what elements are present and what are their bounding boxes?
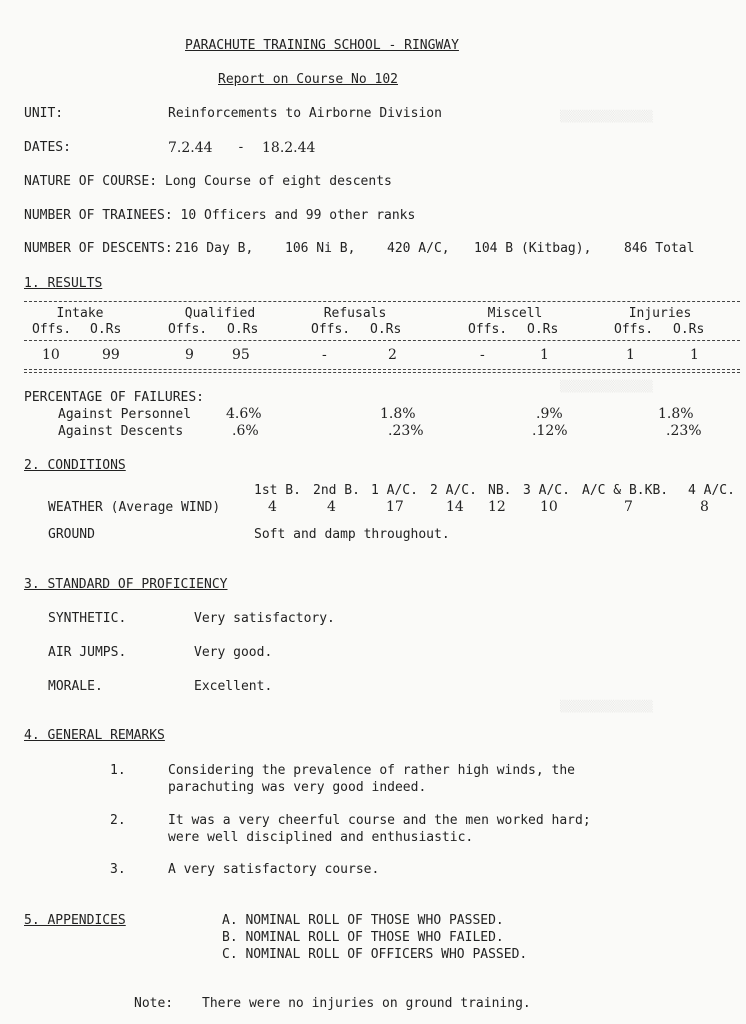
dates-end: 18.2.44 — [262, 140, 316, 156]
results-group-header: Refusals — [323, 306, 387, 321]
appendix-item: A. NOMINAL ROLL OF THOSE WHO PASSED. — [222, 913, 504, 928]
unit-value: Reinforcements to Airborne Division — [168, 106, 442, 121]
failures-personnel-label: Against Personnel — [58, 407, 192, 422]
conditions-heading: 2. CONDITIONS — [24, 458, 126, 473]
report-title: Report on Course No 102 — [218, 72, 399, 87]
remark-number: 2. — [110, 813, 126, 828]
wind-value: 14 — [446, 499, 464, 515]
results-value: 9 — [185, 347, 194, 363]
failure-descents-value: .12% — [532, 423, 568, 439]
descents-ac: 420 A/C, — [387, 241, 450, 256]
results-value: - — [322, 347, 327, 363]
remark-line: It was a very cheerful course and the men worked hard; — [168, 813, 591, 828]
number-of-trainees: NUMBER OF TRAINEES: 10 Officers and 99 other ranks — [24, 208, 416, 223]
failure-personnel-value: 4.6% — [226, 406, 262, 422]
results-group-header: Qualified — [184, 306, 256, 321]
dates-start: 7.2.44 — [168, 140, 213, 156]
note-label: Note: — [134, 996, 174, 1011]
conditions-column: 2nd B. — [313, 483, 360, 498]
results-subheader: Offs. — [168, 322, 208, 337]
remark-line: Considering the prevalence of rather high winds, the — [168, 763, 575, 778]
results-value: 1 — [540, 347, 549, 363]
ground-value: Soft and damp throughout. — [254, 527, 450, 542]
results-value: 95 — [232, 347, 250, 363]
failure-descents-value: .6% — [232, 423, 259, 439]
conditions-column: 4 A/C. — [688, 483, 735, 498]
results-subheader: O.Rs — [370, 322, 402, 337]
proficiency-label: SYNTHETIC. — [48, 611, 127, 626]
bleed-through: ▒▒▒▒▒▒▒▒▒▒▒▒▒▒ — [560, 700, 653, 713]
results-value: 99 — [102, 347, 120, 363]
results-subheader: O.Rs — [673, 322, 705, 337]
failures-descents-label: Against Descents — [58, 424, 184, 439]
descents-kitbag: 104 B (Kitbag), — [474, 241, 592, 256]
results-value: 1 — [690, 347, 699, 363]
bleed-through: ▒▒▒▒▒▒▒▒▒▒▒▒▒▒ — [560, 110, 653, 123]
results-subheader: Offs. — [32, 322, 72, 337]
nature-of-course: NATURE OF COURSE: Long Course of eight descents — [24, 174, 392, 189]
results-subheader: O.Rs — [527, 322, 559, 337]
wind-value: 8 — [700, 499, 709, 515]
unit-label: UNIT: — [24, 106, 64, 121]
failures-heading: PERCENTAGE OF FAILURES: — [24, 390, 205, 405]
descents-label: NUMBER OF DESCENTS: — [24, 241, 173, 256]
conditions-column: 1st B. — [254, 483, 301, 498]
dates-label: DATES: — [24, 140, 71, 155]
remark-line: A very satisfactory course. — [168, 862, 380, 877]
dates-separator: - — [237, 140, 245, 155]
descents-total: 846 Total — [624, 241, 695, 256]
results-subheader: Offs. — [311, 322, 351, 337]
remark-line: parachuting was very good indeed. — [168, 780, 427, 795]
remark-line: were well disciplined and enthusiastic. — [168, 830, 474, 845]
bleed-through: ▒▒▒▒▒▒▒▒▒▒▒▒▒▒ — [560, 380, 653, 393]
results-subheader: Offs. — [468, 322, 508, 337]
proficiency-value: Very satisfactory. — [194, 611, 335, 626]
wind-value: 10 — [540, 499, 558, 515]
proficiency-label: AIR JUMPS. — [48, 645, 127, 660]
results-bottom-rule — [24, 372, 740, 373]
results-mid-rule — [24, 340, 740, 341]
wind-value: 7 — [624, 499, 633, 515]
proficiency-value: Very good. — [194, 645, 273, 660]
ground-label: GROUND — [48, 527, 95, 542]
wind-value: 17 — [386, 499, 404, 515]
results-subheader: Offs. — [614, 322, 654, 337]
results-top-rule — [24, 301, 740, 302]
results-value: 2 — [388, 347, 397, 363]
results-group-header: Intake — [56, 306, 104, 321]
appendix-item: C. NOMINAL ROLL OF OFFICERS WHO PASSED. — [222, 947, 528, 962]
results-value: 10 — [42, 347, 60, 363]
proficiency-value: Excellent. — [194, 679, 273, 694]
descents-night: 106 Ni B, — [285, 241, 356, 256]
remark-number: 3. — [110, 862, 126, 877]
results-value: - — [480, 347, 485, 363]
results-heading: 1. RESULTS — [24, 276, 103, 291]
appendix-item: B. NOMINAL ROLL OF THOSE WHO FAILED. — [222, 930, 504, 945]
failure-personnel-value: 1.8% — [658, 406, 694, 422]
results-bottom-rule — [24, 369, 740, 370]
conditions-column: NB. — [488, 483, 512, 498]
note-text: There were no injuries on ground training. — [202, 996, 531, 1011]
remark-number: 1. — [110, 763, 126, 778]
school-title: PARACHUTE TRAINING SCHOOL - RINGWAY — [185, 38, 459, 53]
conditions-column: A/C & B.KB. — [582, 483, 669, 498]
results-group-header: Injuries — [628, 306, 692, 321]
proficiency-label: MORALE. — [48, 679, 103, 694]
results-group-header: Miscell — [487, 306, 543, 321]
results-subheader: O.Rs — [90, 322, 122, 337]
results-value: 1 — [626, 347, 635, 363]
failure-personnel-value: 1.8% — [380, 406, 416, 422]
wind-value: 4 — [268, 499, 277, 515]
conditions-column: 2 A/C. — [430, 483, 477, 498]
proficiency-heading: 3. STANDARD OF PROFICIENCY — [24, 577, 228, 592]
remarks-heading: 4. GENERAL REMARKS — [24, 728, 165, 743]
failure-descents-value: .23% — [666, 423, 702, 439]
wind-value: 4 — [327, 499, 336, 515]
wind-value: 12 — [488, 499, 506, 515]
failure-personnel-value: .9% — [536, 406, 563, 422]
descents-day: 216 Day B, — [175, 241, 254, 256]
failure-descents-value: .23% — [388, 423, 424, 439]
results-subheader: O.Rs — [227, 322, 259, 337]
conditions-column: 1 A/C. — [371, 483, 418, 498]
conditions-column: 3 A/C. — [523, 483, 570, 498]
weather-label: WEATHER (Average WIND) — [48, 500, 221, 515]
appendices-heading: 5. APPENDICES — [24, 913, 126, 928]
